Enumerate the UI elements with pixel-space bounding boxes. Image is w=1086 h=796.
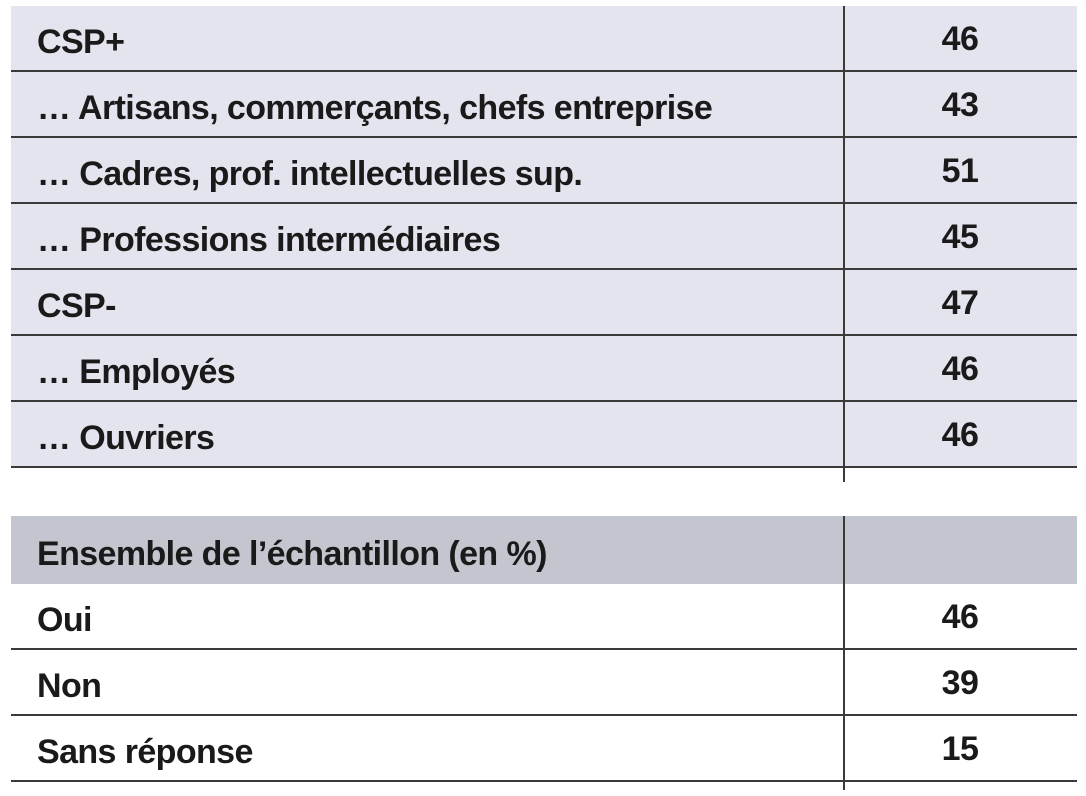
table-header-row [11, 516, 1077, 584]
row-label: … Professions intermédiaires [37, 220, 501, 259]
table-row [11, 716, 1077, 782]
row-value: 15 [941, 730, 979, 768]
column-divider [843, 6, 845, 482]
row-value: 46 [941, 416, 979, 454]
column-divider [843, 516, 845, 790]
sample-table [11, 516, 1077, 782]
row-value: 51 [941, 152, 979, 190]
row-label: Oui [37, 600, 92, 639]
row-label: CSP- [37, 286, 116, 325]
row-label: … Artisans, commerçants, chefs entreprise [37, 88, 713, 127]
row-value: 43 [941, 86, 979, 124]
row-value: 45 [941, 218, 979, 256]
row-label: … Cadres, prof. intellectuelles sup. [37, 154, 583, 193]
table-row [11, 650, 1077, 716]
csp-table [11, 6, 1077, 468]
row-value: 47 [941, 284, 979, 322]
row-value: 39 [941, 664, 979, 702]
row-label: Non [37, 666, 102, 705]
table-row [11, 270, 1077, 336]
row-label: CSP+ [37, 22, 125, 61]
row-label: … Ouvriers [37, 418, 215, 457]
table-row [11, 138, 1077, 204]
table-row [11, 204, 1077, 270]
table-row [11, 72, 1077, 138]
table-header-label: Ensemble de l’échantillon (en %) [37, 534, 547, 573]
table-row [11, 6, 1077, 72]
row-value: 46 [941, 350, 979, 388]
row-value: 46 [941, 598, 979, 636]
table-row [11, 336, 1077, 402]
row-value: 46 [941, 20, 979, 58]
table-row [11, 402, 1077, 468]
row-label: Sans réponse [37, 732, 253, 771]
table-row [11, 584, 1077, 650]
row-label: … Employés [37, 352, 236, 391]
